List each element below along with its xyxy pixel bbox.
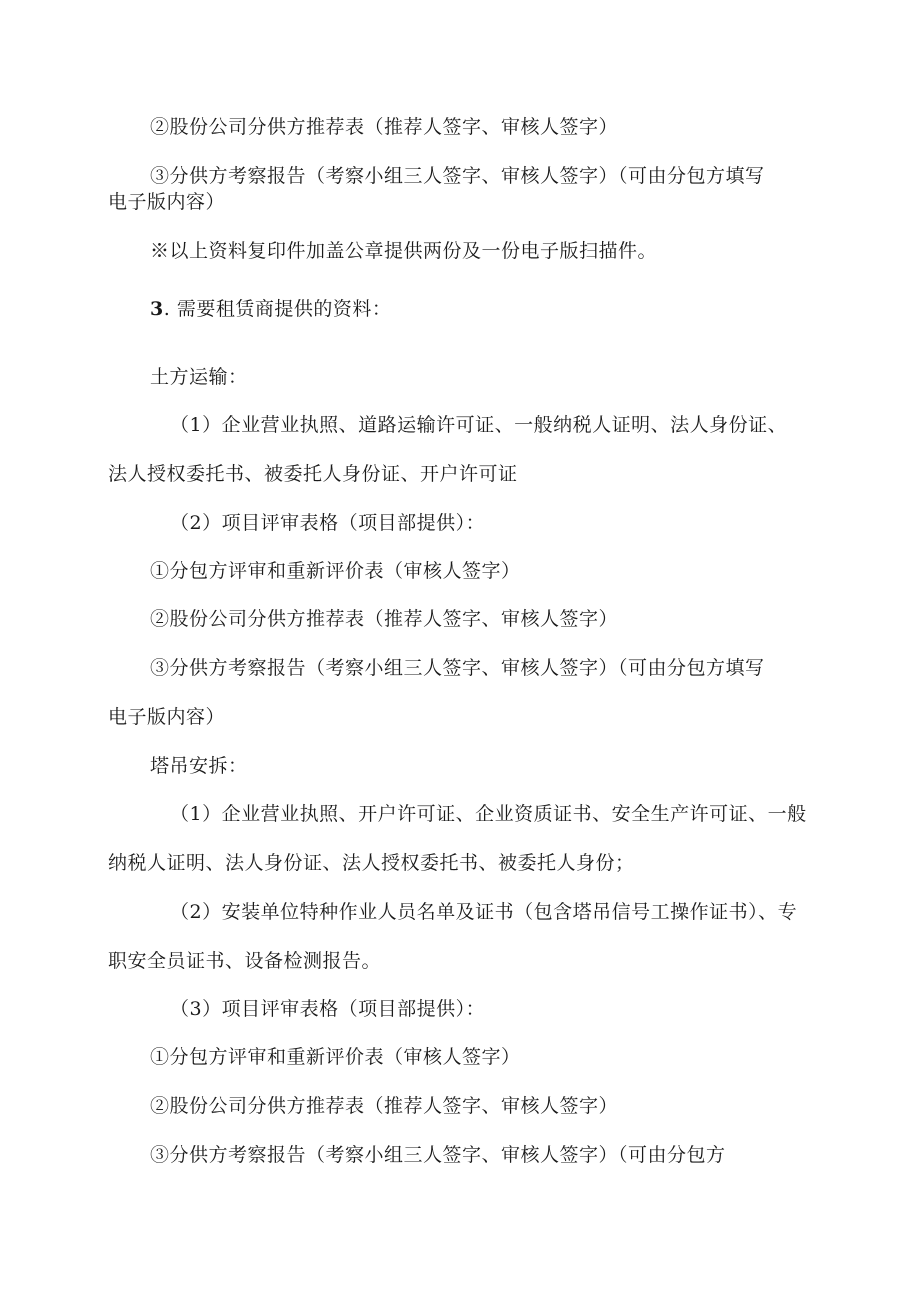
text-line: 纳税人证明、法人身份证、法人授权委托书、被委托人身份；	[108, 852, 635, 874]
text-line: （1）企业营业执照、道路运输许可证、一般纳税人证明、法人身份证、	[170, 414, 788, 436]
text-line: ①分包方评审和重新评价表（审核人签字）	[150, 1046, 521, 1068]
text-line: 法人授权委托书、被委托人身份证、开户许可证	[108, 463, 518, 485]
text-line: 职安全员证书、设备检测报告。	[108, 950, 382, 972]
text-line: ②股份公司分供方推荐表（推荐人签字、审核人签字）	[150, 608, 619, 630]
section-heading	[150, 297, 391, 321]
text-line: 电子版内容）	[108, 191, 226, 213]
text-line: ②股份公司分供方推荐表（推荐人签字、审核人签字）	[150, 116, 619, 138]
text-line: （2）安装单位特种作业人员名单及证书（包含塔吊信号工操作证书）、专	[170, 901, 798, 923]
section-number: 3	[150, 298, 164, 320]
section-title: . 需要租赁商提供的资料：	[163, 298, 392, 320]
subsection-heading: 土方运输：	[150, 366, 248, 388]
text-line: ※以上资料复印件加盖公章提供两份及一份电子版扫描件。	[150, 240, 658, 262]
text-line: ③分供方考察报告（考察小组三人签字、审核人签字）（可由分包方填写	[150, 657, 765, 679]
subsection-heading: 塔吊安拆：	[150, 755, 248, 777]
text-line: （3）项目评审表格（项目部提供）：	[170, 998, 486, 1020]
text-line: ③分供方考察报告（考察小组三人签字、审核人签字）（可由分包方	[150, 1144, 726, 1166]
text-line: （2）项目评审表格（项目部提供）：	[170, 512, 486, 534]
text-line: ②股份公司分供方推荐表（推荐人签字、审核人签字）	[150, 1095, 619, 1117]
text-line: （1）企业营业执照、开户许可证、企业资质证书、安全生产许可证、一般	[170, 803, 807, 825]
text-line: 电子版内容）	[108, 706, 226, 728]
text-line: ①分包方评审和重新评价表（审核人签字）	[150, 560, 521, 582]
text-line: ③分供方考察报告（考察小组三人签字、审核人签字）（可由分包方填写	[150, 165, 765, 187]
